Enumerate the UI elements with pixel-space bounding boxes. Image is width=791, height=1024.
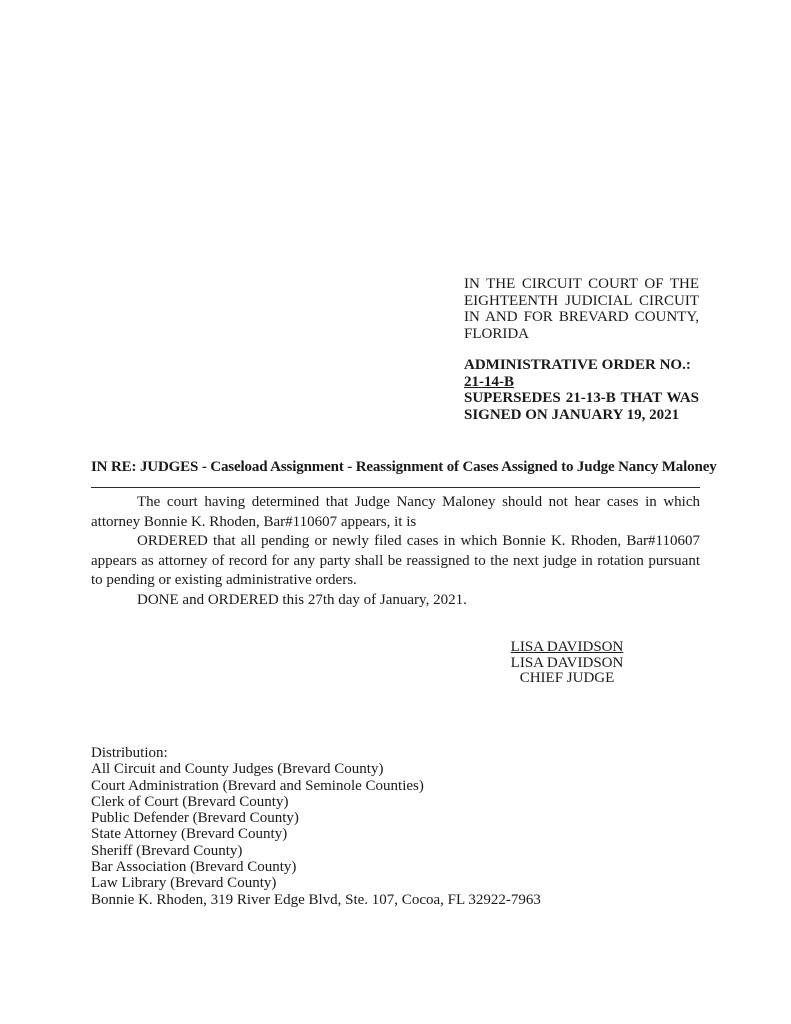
supersedes-line: SIGNED ON JANUARY 19, 2021 [464, 406, 680, 423]
signer-printed-name: LISA DAVIDSON [510, 654, 624, 671]
distribution-item: Law Library (Brevard County) [91, 875, 277, 892]
signer-title: CHIEF JUDGE [519, 670, 615, 687]
court-header-block [464, 276, 699, 423]
distribution-item: Sheriff (Brevard County) [91, 842, 243, 859]
distribution-item: Bonnie K. Rhoden, 319 River Edge Blvd, Ste. 107, Cocoa, FL 32922-7963 [91, 891, 541, 908]
signature-name: LISA DAVIDSON [510, 639, 624, 655]
court-line: IN THE CIRCUIT COURT OF THE [464, 276, 699, 292]
distribution-heading: Distribution: [91, 745, 168, 761]
distribution-item: Bar Association (Brevard County) [91, 859, 297, 876]
court-line: FLORIDA [464, 325, 530, 342]
order-body [91, 493, 700, 611]
distribution-item: State Attorney (Brevard County) [91, 826, 288, 843]
distribution-item: Clerk of Court (Brevard County) [91, 793, 289, 810]
court-line: EIGHTEENTH JUDICIAL CIRCUIT [464, 292, 699, 309]
distribution-item: Public Defender (Brevard County) [91, 810, 299, 827]
body-paragraph: The court having determined that Judge Nancy Maloney should not hear cases in which attorney Bonnie K. Rhoden, Bar#110607 appears, it is [91, 494, 700, 530]
order-number-label: ADMINISTRATIVE ORDER NO.: [464, 357, 691, 373]
body-paragraph: ORDERED that all pending or newly filed cases in which Bonnie K. Rhoden, Bar#110607 appears as attorney of record for any party shall be reassigned to the next judge in rotation pursuant to pending or existing administrative orders. [91, 533, 700, 589]
distribution-item: Court Administration (Brevard and Seminole Counties) [91, 777, 424, 794]
order-number: 21-14-B [464, 373, 514, 390]
supersedes-line: SUPERSEDES 21-13-B THAT WAS [464, 390, 699, 406]
header-spacer [464, 342, 699, 357]
court-line: IN AND FOR BREVARD COUNTY, [464, 309, 699, 325]
subject-line: IN RE: JUDGES - Caseload Assignment - Reassignment of Cases Assigned to Judge Nancy Maloney [91, 459, 717, 475]
distribution-item: All Circuit and County Judges (Brevard County) [91, 761, 384, 778]
distribution-list [91, 745, 651, 908]
body-paragraph: DONE and ORDERED this 27th day of January, 2021. [137, 591, 467, 608]
subject-divider-rule [91, 487, 700, 488]
signature-block [442, 640, 692, 687]
